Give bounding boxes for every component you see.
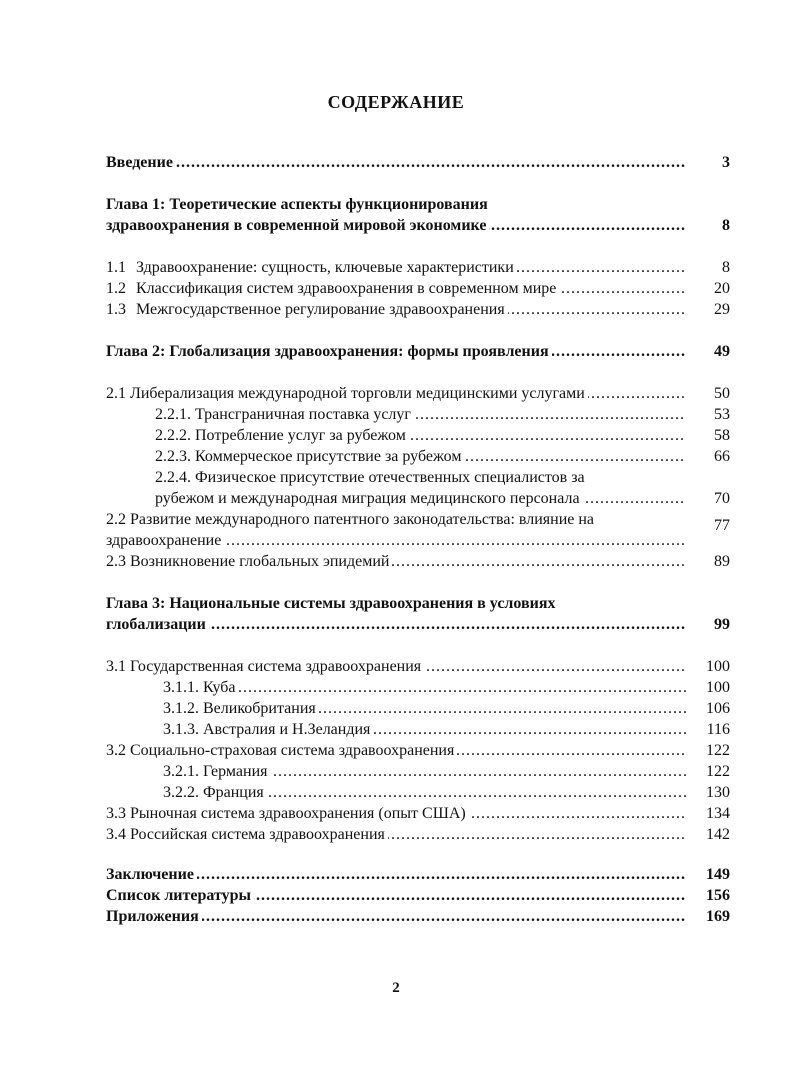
page-2-2-4: 70 xyxy=(714,490,730,507)
page-2-2-3: 66 xyxy=(714,448,730,465)
toc-entry-2-2-3: . . . 2.2.3. Коммерческое присутствие за рубежом xyxy=(155,446,686,467)
toc-entry-conclusion: . . . Заключение xyxy=(106,864,686,885)
toc-entry-appendices: . . . Приложения xyxy=(106,906,686,927)
toc-chapter2: . . . Глава 2: Глобализация здравоохранения: формы проявления xyxy=(106,341,686,362)
toc-chapter3-line1: Глава 3: Национальные системы здравоохранения в условиях xyxy=(106,595,556,612)
toc-entry-1-2: . . . 1.2 Классификация систем здравоохранения в современном мире xyxy=(106,278,686,299)
toc-entry-3-2-1: . . . 3.2.1. Германия xyxy=(163,761,686,782)
toc-entry-2-3: . . . 2.3 Возникновение глобальных эпидемий xyxy=(106,551,686,572)
toc-chapter1-line1: Глава 1: Теоретические аспекты функционирования xyxy=(106,196,488,213)
toc-entry-3-1-1: . . . 3.1.1. Куба xyxy=(163,677,686,698)
page-2-1: 50 xyxy=(714,385,730,402)
toc-entry-intro: . . . Введение xyxy=(106,152,686,173)
toc-entry-2-2-1: . . . 2.2.1. Трансграничная поставка услуг xyxy=(155,404,686,425)
toc-entry-3-3: . . . 3.3 Рыночная система здравоохранения (опыт США) xyxy=(106,803,686,824)
page-references: 156 xyxy=(706,887,730,904)
toc-entry-3-2: . . . 3.2 Социально-страховая система здравоохранения xyxy=(106,740,686,761)
toc-entry-1-1: . . . 1.1 Здравоохранение: сущность, ключевые характеристики xyxy=(106,257,686,278)
page-3-2: 122 xyxy=(706,742,730,759)
page-3-4: 142 xyxy=(706,826,730,843)
page-3-1-2: 106 xyxy=(706,700,730,717)
page-conclusion: 149 xyxy=(706,866,730,883)
page-number: 2 xyxy=(392,980,400,996)
toc-entry-3-2-2: . . . 3.2.2. Франция xyxy=(163,782,686,803)
page-chapter3: 99 xyxy=(714,616,730,633)
toc-title: СОДЕРЖАНИЕ xyxy=(327,92,465,112)
toc-entry-2-2-line1: 2.2 Развитие международного патентного законодательства: влияние на xyxy=(106,511,595,528)
toc-entry-3-1: . . . 3.1 Государственная система здравоохранения xyxy=(106,656,686,677)
toc-entry-2-2-4-line1: 2.2.4. Физическое присутствие отечественных специалистов за xyxy=(155,469,585,486)
page-3-2-2: 130 xyxy=(706,784,730,801)
toc-entry-1-3: . . . 1.3 Межгосударственное регулирование здравоохранения xyxy=(106,299,686,320)
page-chapter1: 8 xyxy=(722,217,730,234)
page-2-3: 89 xyxy=(714,553,730,570)
toc-entry-references: . . . Список литературы xyxy=(106,885,686,906)
page-3-1-1: 100 xyxy=(706,679,730,696)
page-1-3: 29 xyxy=(714,301,730,318)
page-chapter2: 49 xyxy=(714,343,730,360)
page-2-2: 77 xyxy=(714,517,730,534)
toc-entry-3-1-3: . . . 3.1.3. Австралия и Н.Зеландия xyxy=(163,719,686,740)
toc-entry-2-2-line2: . . . здравоохранение xyxy=(106,530,686,551)
toc-entry-2-1: . . . 2.1 Либерализация международной торговли медицинскими услугами xyxy=(106,383,686,404)
toc-chapter1-line2: . . . здравоохранения в современной мировой экономике xyxy=(106,215,686,236)
page-2-2-1: 53 xyxy=(714,406,730,423)
page-3-1: 100 xyxy=(706,658,730,675)
toc-chapter3-line2: . . . глобализации xyxy=(106,614,686,635)
toc-entry-3-1-2: . . . 3.1.2. Великобритания xyxy=(163,698,686,719)
page-intro: 3 xyxy=(722,154,730,171)
toc-entry-2-2-4-line2: . . . рубежом и международная миграция медицинского персонала xyxy=(155,488,686,509)
page-3-1-3: 116 xyxy=(706,721,730,738)
page-1-2: 20 xyxy=(714,280,730,297)
page-3-3: 134 xyxy=(706,805,730,822)
page-appendices: 169 xyxy=(706,908,730,925)
toc-entry-2-2-2: . . . 2.2.2. Потребление услуг за рубежом xyxy=(155,425,686,446)
toc-entry-3-4: . . . 3.4 Российская система здравоохранения xyxy=(106,824,686,845)
page-3-2-1: 122 xyxy=(706,763,730,780)
page-2-2-2: 58 xyxy=(714,427,730,444)
page-1-1: 8 xyxy=(722,259,730,276)
